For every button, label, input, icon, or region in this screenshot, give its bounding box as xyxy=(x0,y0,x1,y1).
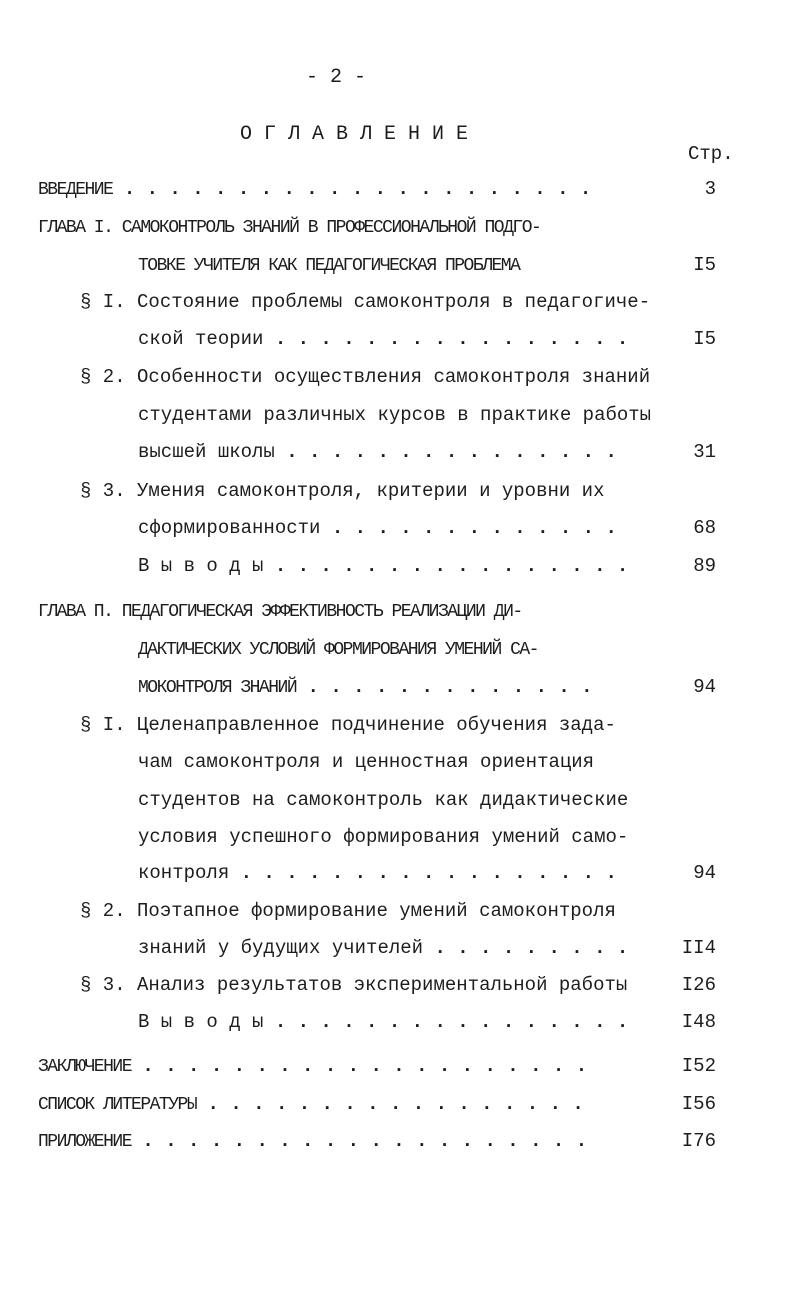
toc-entry xyxy=(138,328,628,350)
toc-entry-text: ПРИЛОЖЕНИЕ xyxy=(38,1132,132,1152)
toc-entry xyxy=(80,900,616,922)
toc-entry-text: В ы в о д ы xyxy=(138,1011,264,1033)
toc-entry xyxy=(38,600,522,622)
toc-entry-text: § 2. Особенности осуществления самоконтроля знаний xyxy=(80,366,651,388)
toc-entry xyxy=(80,291,650,313)
toc-page-number: I52 xyxy=(681,1055,716,1077)
toc-leader-dots: . . . . . . . . . . . . . . . . xyxy=(263,328,629,350)
toc-entry xyxy=(138,404,651,426)
toc-page-number: 68 xyxy=(693,517,716,539)
toc-entry-text: § 2. Поэтапное формирование умений самоконтроля xyxy=(80,900,616,922)
page-number: - 2 - xyxy=(306,66,367,89)
toc-leader-dots: . . . . . . . . . . . . . . . . xyxy=(263,1011,629,1033)
page-column-label: Стр. xyxy=(688,143,734,165)
toc-page-number: I5 xyxy=(693,254,716,276)
toc-entry-text: студентов на самоконтроль как дидактические xyxy=(138,789,629,811)
toc-page-number: 3 xyxy=(704,178,716,200)
toc-entry-text: § 3. Умения самоконтроля, критерии и уровни их xyxy=(80,480,605,502)
toc-entry xyxy=(138,254,519,276)
toc-entry-text: ВВЕДЕНИЕ xyxy=(38,180,113,200)
toc-entry xyxy=(38,216,540,238)
toc-entry-text: § 3. Анализ результатов экспериментальной работы xyxy=(80,974,628,996)
toc-entry-text: высшей школы xyxy=(138,441,275,463)
toc-entry-text: ГЛАВА П. ПЕДАГОГИЧЕСКАЯ ЭФФЕКТИВНОСТЬ РЕАЛИЗАЦИИ ДИ- xyxy=(38,602,522,622)
toc-page-number: 94 xyxy=(693,676,716,698)
toc-entry-text: чам самоконтроля и ценностная ориентация xyxy=(138,751,595,773)
toc-page-number: 89 xyxy=(693,555,716,577)
toc-leader-dots: . . . . . . . . . . . . . . . . . . . . . xyxy=(112,178,592,200)
toc-page-number: 94 xyxy=(693,862,716,884)
toc-entry xyxy=(138,638,538,660)
toc-leader-dots: . . . . . . . . . . . . . xyxy=(320,517,617,539)
toc-entry-text: условия успешного формирования умений само- xyxy=(138,826,629,848)
toc-page-number: I76 xyxy=(681,1130,716,1152)
toc-page-number: II4 xyxy=(681,937,716,959)
toc-entry-text: МОКОНТРОЛЯ ЗНАНИЙ xyxy=(138,678,297,698)
toc-entry xyxy=(138,1011,628,1033)
toc-entry xyxy=(138,789,628,811)
toc-page-number: I48 xyxy=(681,1011,716,1033)
toc-leader-dots: . . . . . . . . . . . . . . . . . . . . xyxy=(131,1055,588,1077)
toc-entry-text: СПИСОК ЛИТЕРАТУРЫ xyxy=(38,1095,197,1115)
toc-leader-dots: . . . . . . . . . . . . . . . xyxy=(274,441,617,463)
toc-entry-text: ТОВКЕ УЧИТЕЛЯ КАК ПЕДАГОГИЧЕСКАЯ ПРОБЛЕМА xyxy=(138,256,520,276)
toc-entry xyxy=(38,1093,584,1115)
toc-leader-dots: . . . . . . . . . . . . . . . . . . . . xyxy=(131,1130,588,1152)
toc-leader-dots: . . . . . . . . . . . . . . . . . xyxy=(229,862,617,884)
toc-entry-text: знаний у будущих учителей xyxy=(138,937,424,959)
toc-leader-dots: . . . . . . . . . . . . . xyxy=(296,676,593,698)
toc-entry xyxy=(38,178,591,200)
toc-entry-text: ГЛАВА I. САМОКОНТРОЛЬ ЗНАНИЙ В ПРОФЕССИОНАЛЬНОЙ ПОДГО- xyxy=(38,218,541,238)
toc-leader-dots: . . . . . . . . . . . . . . . . xyxy=(263,555,629,577)
toc-entry-text: В ы в о д ы xyxy=(138,555,264,577)
toc-entry xyxy=(80,714,616,736)
toc-title: О Г Л А В Л Е Н И Е xyxy=(240,123,469,146)
toc-entry-text: студентами различных курсов в практике работы xyxy=(138,404,652,426)
toc-page-number: I56 xyxy=(681,1093,716,1115)
toc-page-number: I5 xyxy=(693,328,716,350)
toc-entry xyxy=(38,1055,587,1077)
toc-entry-text: контроля xyxy=(138,862,230,884)
toc-entry xyxy=(80,480,605,502)
toc-entry xyxy=(138,826,628,848)
toc-entry xyxy=(138,441,617,463)
toc-page-number: 31 xyxy=(693,441,716,463)
toc-leader-dots: . . . . . . . . . xyxy=(423,937,629,959)
toc-entry-text: сформированности xyxy=(138,517,321,539)
toc-entry-text: ДАКТИЧЕСКИХ УСЛОВИЙ ФОРМИРОВАНИЯ УМЕНИЙ СА- xyxy=(138,640,538,660)
toc-leader-dots: . . . . . . . . . . . . . . . . . xyxy=(196,1093,584,1115)
toc-entry xyxy=(138,751,594,773)
toc-entry xyxy=(138,517,617,539)
toc-entry xyxy=(38,1130,587,1152)
toc-entry xyxy=(80,366,650,388)
toc-entry-text: ЗАКЛЮЧЕНИЕ xyxy=(38,1057,132,1077)
toc-entry xyxy=(138,676,593,698)
toc-entry xyxy=(80,974,627,996)
toc-entry xyxy=(138,937,628,959)
toc-entry-text: § I. Целенаправленное подчинение обучения зада- xyxy=(80,714,616,736)
toc-entry xyxy=(138,555,628,577)
toc-entry-text: § I. Состояние проблемы самоконтроля в педагогиче- xyxy=(80,291,651,313)
toc-entry xyxy=(138,862,617,884)
toc-entry-text: ской теории xyxy=(138,328,264,350)
toc-page-number: I26 xyxy=(681,974,716,996)
